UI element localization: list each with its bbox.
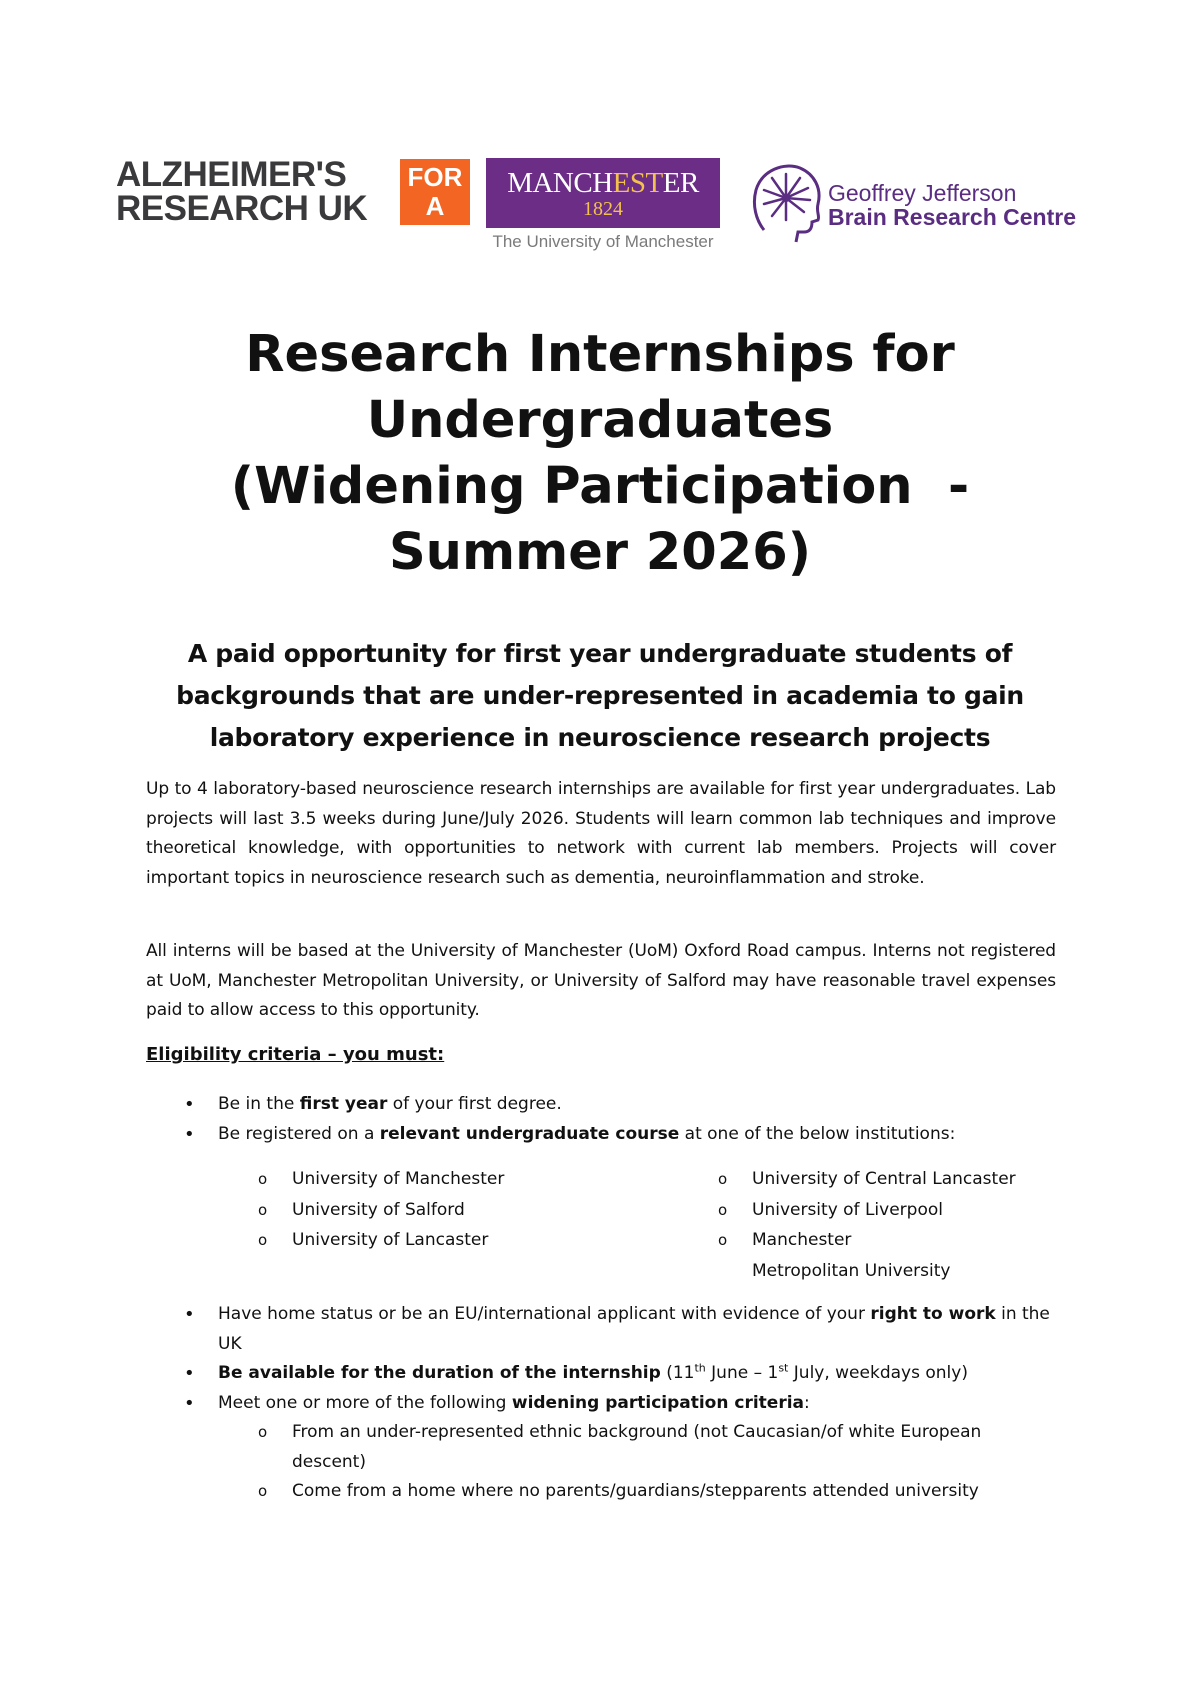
manchester-logo-subtitle: The University of Manchester [492,232,714,251]
logo-bar: ALZHEIMER'S RESEARCH UK FOR A CURE MANCHESTER 1824 The University of Manchester Geoffrey Jefferson Brain Research Centre [116,155,1076,251]
eligibility-list-bottom [146,1300,1066,1507]
institution-column-left [146,1164,606,1256]
list-item: • Be registered on a relevant undergraduate course at one of the below institutions: [146,1120,1066,1150]
location-paragraph: All interns will be based at the University of Manchester (UoM) Oxford Road campus. Interns not registered at UoM, Manchester Metropolitan University, or University of Salford may have reasonable travel expenses paid to allow access to this opportunity. [146,941,1056,1020]
page-subtitle: A paid opportunity for first year undergraduate students of backgrounds that are under-represented in academia to gain laboratory experience in neuroscience research projects [176,639,1024,752]
list-item: o University of Liverpool [606,1195,1066,1226]
list-item: • Meet one or more of the following widening participation criteria: [146,1389,1066,1419]
alzheimers-research-uk-logo [116,155,474,250]
list-item: • Be available for the duration of the internship (11th June – 1st July, weekdays only) [146,1359,1066,1389]
intro-paragraph: Up to 4 laboratory-based neuroscience research internships are available for first year undergraduates. Lab projects will last 3.5 weeks during June/July 2026. Students will learn common lab techniques and improve theoretical knowledge, with opportunities to network with current lab members. Projects will cover important topics in neuroscience research such as dementia, neuroinflammation and stroke. [146,779,1056,888]
eligibility-list-top [146,1090,1066,1149]
list-item: • Have home status or be an EU/international applicant with evidence of your right to work in the UK [146,1300,1066,1359]
list-item: o University of Central Lancaster [606,1164,1066,1195]
list-item: o Manchester Metropolitan University [606,1225,952,1286]
list-item: • Be in the first year of your first degree. [146,1090,1066,1120]
university-of-manchester-logo [486,158,720,252]
list-item: o University of Lancaster [146,1225,606,1256]
institution-column-right [606,1164,1066,1286]
list-item: o University of Manchester [146,1164,606,1195]
manchester-crest-box: MANCHESTER 1824 [486,158,720,228]
eligibility-heading: Eligibility criteria – you must: [146,1044,445,1065]
list-item: o University of Salford [146,1195,606,1226]
brain-head-icon [750,160,824,244]
for-a-cure-badge: FOR A CURE [400,159,470,225]
list-item: o From an under-represented ethnic background (not Caucasian/of white European descent) [146,1418,1066,1477]
aruk-logo-text: ALZHEIMER'S RESEARCH UK [116,155,368,228]
page-title: Research Internships for Undergraduates (Widening Participation - Summer 2026) [230,325,970,582]
list-item: o Come from a home where no parents/guardians/stepparents attended university [146,1477,1066,1507]
